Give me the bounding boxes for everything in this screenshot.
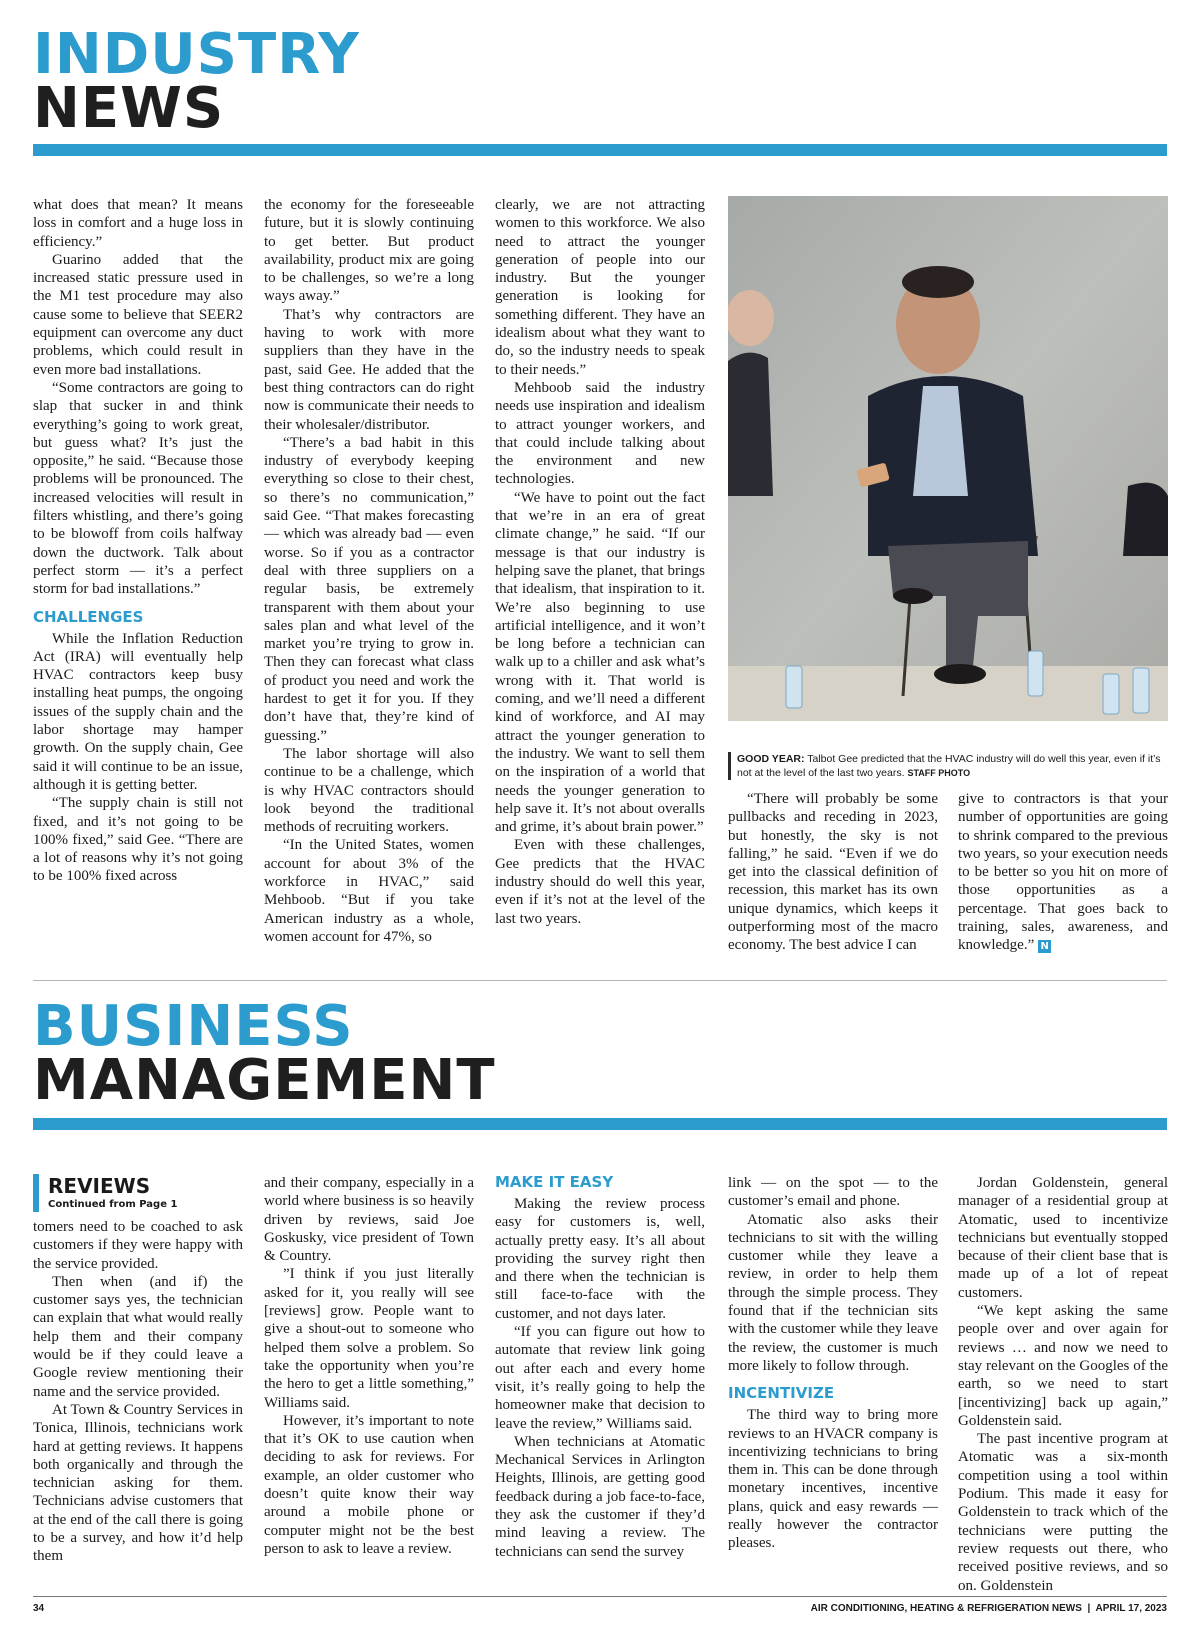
paragraph: “In the United States, women account for about 3% of the workforce in HVAC,” said Mehboob. “But if you take American industry as a whole, women account for 47%, so bbox=[264, 837, 474, 945]
paragraph: clearly, we are not attracting women to this workforce. We also need to attract the younger generation of people into our industry. But the younger generation is looking for something different. They have an idealism about what they want to do, so the industry needs to speak to their needs.” bbox=[495, 197, 705, 378]
title-line-2: MANAGEMENT bbox=[33, 1048, 496, 1113]
paragraph: “There’s a bad habit in this industry of everybody keeping everything so close to their chest, so there’s no communication,” said Gee. “That makes forecasting — which was already bad — even worse. So if you as a contractor deal with three suppliers on a regular basis, be extremely transparent with them about your sales plan and what level of the market you’re trying to grow in. Then they can forecast what class of product you need and work the hardest to get it for you. If they don’t have that, they’re kind of guessing.” bbox=[264, 434, 474, 744]
paragraph: what does that mean? It means loss in comfort and a huge loss in efficiency.” bbox=[33, 197, 243, 250]
paragraph: ”I think if you just literally asked for it, you really will see [reviews] grow. People want to give a shout-out to someone who helped them solve a problem. So take the opportunity when you’re the hero to get a little something,” Williams said. bbox=[264, 1266, 474, 1411]
business-column-1 bbox=[33, 1174, 243, 1566]
article-column-2 bbox=[264, 196, 474, 946]
title-line-2: NEWS bbox=[33, 76, 225, 141]
reviews-title: REVIEWS bbox=[48, 1174, 151, 1198]
business-column-4 bbox=[728, 1174, 938, 1553]
photo-caption bbox=[728, 752, 1168, 780]
staff-photo bbox=[728, 196, 1168, 721]
paragraph: Making the review process easy for customers is, well, actually pretty easy. It’s all about providing the survey right then and there when the technician is still face-to-face with the customer, and not days later. bbox=[495, 1196, 705, 1322]
paragraph: “Some contractors are going to slap that sucker in and think everything’s going to work great, but guess what? It’s just the opposite,” he said. “Because those problems will be pronounced. The increased velocities will result in filters whistling, and there’s going to be blowoff from coils halfway down the ductwork. Talk about perfect storm — it’s a perfect storm for bad installations.” bbox=[33, 379, 243, 598]
business-column-5 bbox=[958, 1174, 1168, 1595]
paragraph: the economy for the foreseeable future, but it is slowly continuing to get better. But product availability, product mix are going to be challenges, so we’re a long ways away.” bbox=[264, 197, 474, 305]
subheading-incentivize: INCENTIVIZE bbox=[728, 1384, 835, 1403]
paragraph: However, it’s important to note that it’s OK to use caution when deciding to ask for reviews. For example, an older customer who doesn’t quite know their way around a mobile phone or computer might not be the best person to ask to leave a review. bbox=[264, 1412, 474, 1557]
paragraph: While the Inflation Reduction Act (IRA) will eventually help HVAC contractors keep busy installing heat pumps, the ongoing issues of the supply chain and the labor shortage may hamper growth. On the supply chain, Gee said it will continue to be an issue, although it is getting better. bbox=[33, 630, 243, 793]
reviews-header bbox=[33, 1174, 243, 1212]
paragraph: “There will probably be some pullbacks and receding in 2023, but honestly, the sky is not falling,” he said. “Even if we do get into the classical definition of recession, this market has its own unique dynamics, which keeps it outperforming most of the macro economy. The best advice I can bbox=[728, 791, 938, 954]
paragraph: link — on the spot — to the customer’s email and phone. bbox=[728, 1175, 938, 1210]
subheading-make-it-easy: MAKE IT EASY bbox=[495, 1173, 614, 1191]
paragraph: At Town & Country Services in Tonica, Illinois, technicians work hard at getting reviews. It happens both organically and through the technician asking for them. Technicians advise customers that at the end of the call there is going to be a survey, and how it’d help them bbox=[33, 1401, 243, 1565]
section-divider bbox=[33, 980, 1167, 981]
end-of-story-mark: N bbox=[1038, 940, 1051, 953]
paragraph: and their company, especially in a world where business is so heavily driven by reviews, said Joe Goskusky, vice president of Town & Country. bbox=[264, 1175, 474, 1265]
industry-news-title bbox=[33, 22, 360, 141]
publication-name: AIR CONDITIONING, HEATING & REFRIGERATION NEWS bbox=[810, 1603, 1082, 1614]
article-column-5 bbox=[958, 790, 1168, 955]
business-column-3 bbox=[495, 1172, 705, 1561]
article-column-1 bbox=[33, 196, 243, 886]
paragraph: The past incentive program at Atomatic was a six-month competition using a tool within Podium. This made it easy for Goldenstein to track which of the technicians were putting the review requests out there, who received positive reviews, and so on. Goldenstein bbox=[958, 1431, 1168, 1594]
caption-label: GOOD YEAR: bbox=[737, 753, 805, 765]
subheading-challenges: CHALLENGES bbox=[33, 607, 144, 626]
footer-separator: | bbox=[1087, 1603, 1091, 1614]
paragraph: Jordan Goldenstein, general manager of a residential group at Atomatic, used to incentivize technicians but eventually stopped because of their client base that is made up of a lot of repeat customers. bbox=[958, 1175, 1168, 1301]
business-management-title bbox=[33, 994, 496, 1113]
paragraph: The third way to bring more reviews to an HVACR company is incentivizing technicians to bring them in. This can be done through monetary incentives, incentive plans, quick and easy rewards — really however the contractor pleases. bbox=[728, 1407, 938, 1552]
article-column-4 bbox=[728, 790, 938, 955]
paragraph bbox=[958, 790, 1168, 955]
paragraph: tomers need to be coached to ask customers if they were happy with the service provided. bbox=[33, 1219, 243, 1272]
title-line-1: INDUSTRY bbox=[33, 22, 360, 87]
photo-credit: STAFF PHOTO bbox=[907, 768, 971, 778]
section-rule bbox=[33, 144, 1167, 156]
page-footer bbox=[33, 1596, 1167, 1614]
paragraph-text: give to contractors is that your number of opportunities are going to shrink compared to the previous two years, so your execution needs to be better so you hit on more of those opportunities as a percentage. That goes back to training, sales, awareness, and knowledge.” bbox=[958, 791, 1168, 954]
paragraph: The labor shortage will also continue to be a challenge, which is why HVAC contractors should look beyond the traditional methods of recruiting workers. bbox=[264, 745, 474, 836]
paragraph: When technicians at Atomatic Mechanical Services in Arlington Heights, Illinois, are getting good feedback during a job face-to-face, they ask the customer if they’d mind leaving a review. The technicians can send the survey bbox=[495, 1433, 705, 1560]
caption-text: Talbot Gee predicted that the HVAC industry will do well this year, even if it’s not at the level of the last two years. bbox=[737, 753, 1161, 779]
paragraph: Guarino added that the increased static pressure used in the M1 test procedure may also cause some to believe that SEER2 equipment can overcome any duct problems, which could result in even more bad installations. bbox=[33, 251, 243, 378]
business-column-2 bbox=[264, 1174, 474, 1558]
paragraph: Even with these challenges, Gee predicts that the HVAC industry should do well this year, even if it’s not at the level of the last two years. bbox=[495, 837, 705, 927]
issue-date: APRIL 17, 2023 bbox=[1095, 1603, 1167, 1614]
title-line-1: BUSINESS bbox=[33, 994, 354, 1059]
paragraph: “We kept asking the same people over and over again for reviews … and now we need to stay relevant on the Googles of the earth, so we need to start [incentivizing] back up again,” Goldenstein said. bbox=[958, 1303, 1168, 1429]
paragraph: Then when (and if) the customer says yes, the technician can explain that what would really help them and their company would be if they could leave a Google review mentioning their name and the service provided. bbox=[33, 1273, 243, 1400]
article-column-3 bbox=[495, 196, 705, 928]
continued-from-label: Continued from Page 1 bbox=[48, 1199, 178, 1210]
paragraph: That’s why contractors are having to work with more suppliers than they have in the past, said Gee. He added that the best thing contractors can do right now is communicate their needs to their wholesaler/distributor. bbox=[264, 306, 474, 433]
paragraph: Atomatic also asks their technicians to sit with the willing customer while they leave a review, in order to help them through the simple process. They found that if the technician sits with the customer while they leave the review, the customer is much more likely to follow through. bbox=[728, 1211, 938, 1374]
paragraph: “The supply chain is still not fixed, and it’s not going to be 100% fixed,” said Gee. “There are a lot of reasons why it’s not going to be 100% fixed across bbox=[33, 795, 243, 885]
paragraph: Mehboob said the industry needs use inspiration and idealism to attract younger workers, and that could include talking about the environment and new technologies. bbox=[495, 379, 705, 488]
section-rule bbox=[33, 1118, 1167, 1130]
paragraph: “If you can figure out how to automate that review link going out after each and every home visit, it’s really going to help the homeowner make that decision to leave the review,” Williams said. bbox=[495, 1324, 705, 1432]
page-number: 34 bbox=[33, 1603, 45, 1614]
publication-info bbox=[811, 1603, 1167, 1614]
paragraph: “We have to point out the fact that we’re in an era of great climate change,” he said. “If our message is that our industry is helping save the planet, that brings that idealism, that inspiration to it. We’re also beginning to use artificial intelligence, and it won’t be long before a technician can walk up to a chiller and ask what’s wrong with it. That world is coming, and we’ll need a different kind of workforce, and AI may attract the younger generation to the industry. We want to sell them on the inspiration of a world that needs the younger generation to help save it. It’s not about overalls and grime, it’s about brain power.” bbox=[495, 489, 705, 836]
